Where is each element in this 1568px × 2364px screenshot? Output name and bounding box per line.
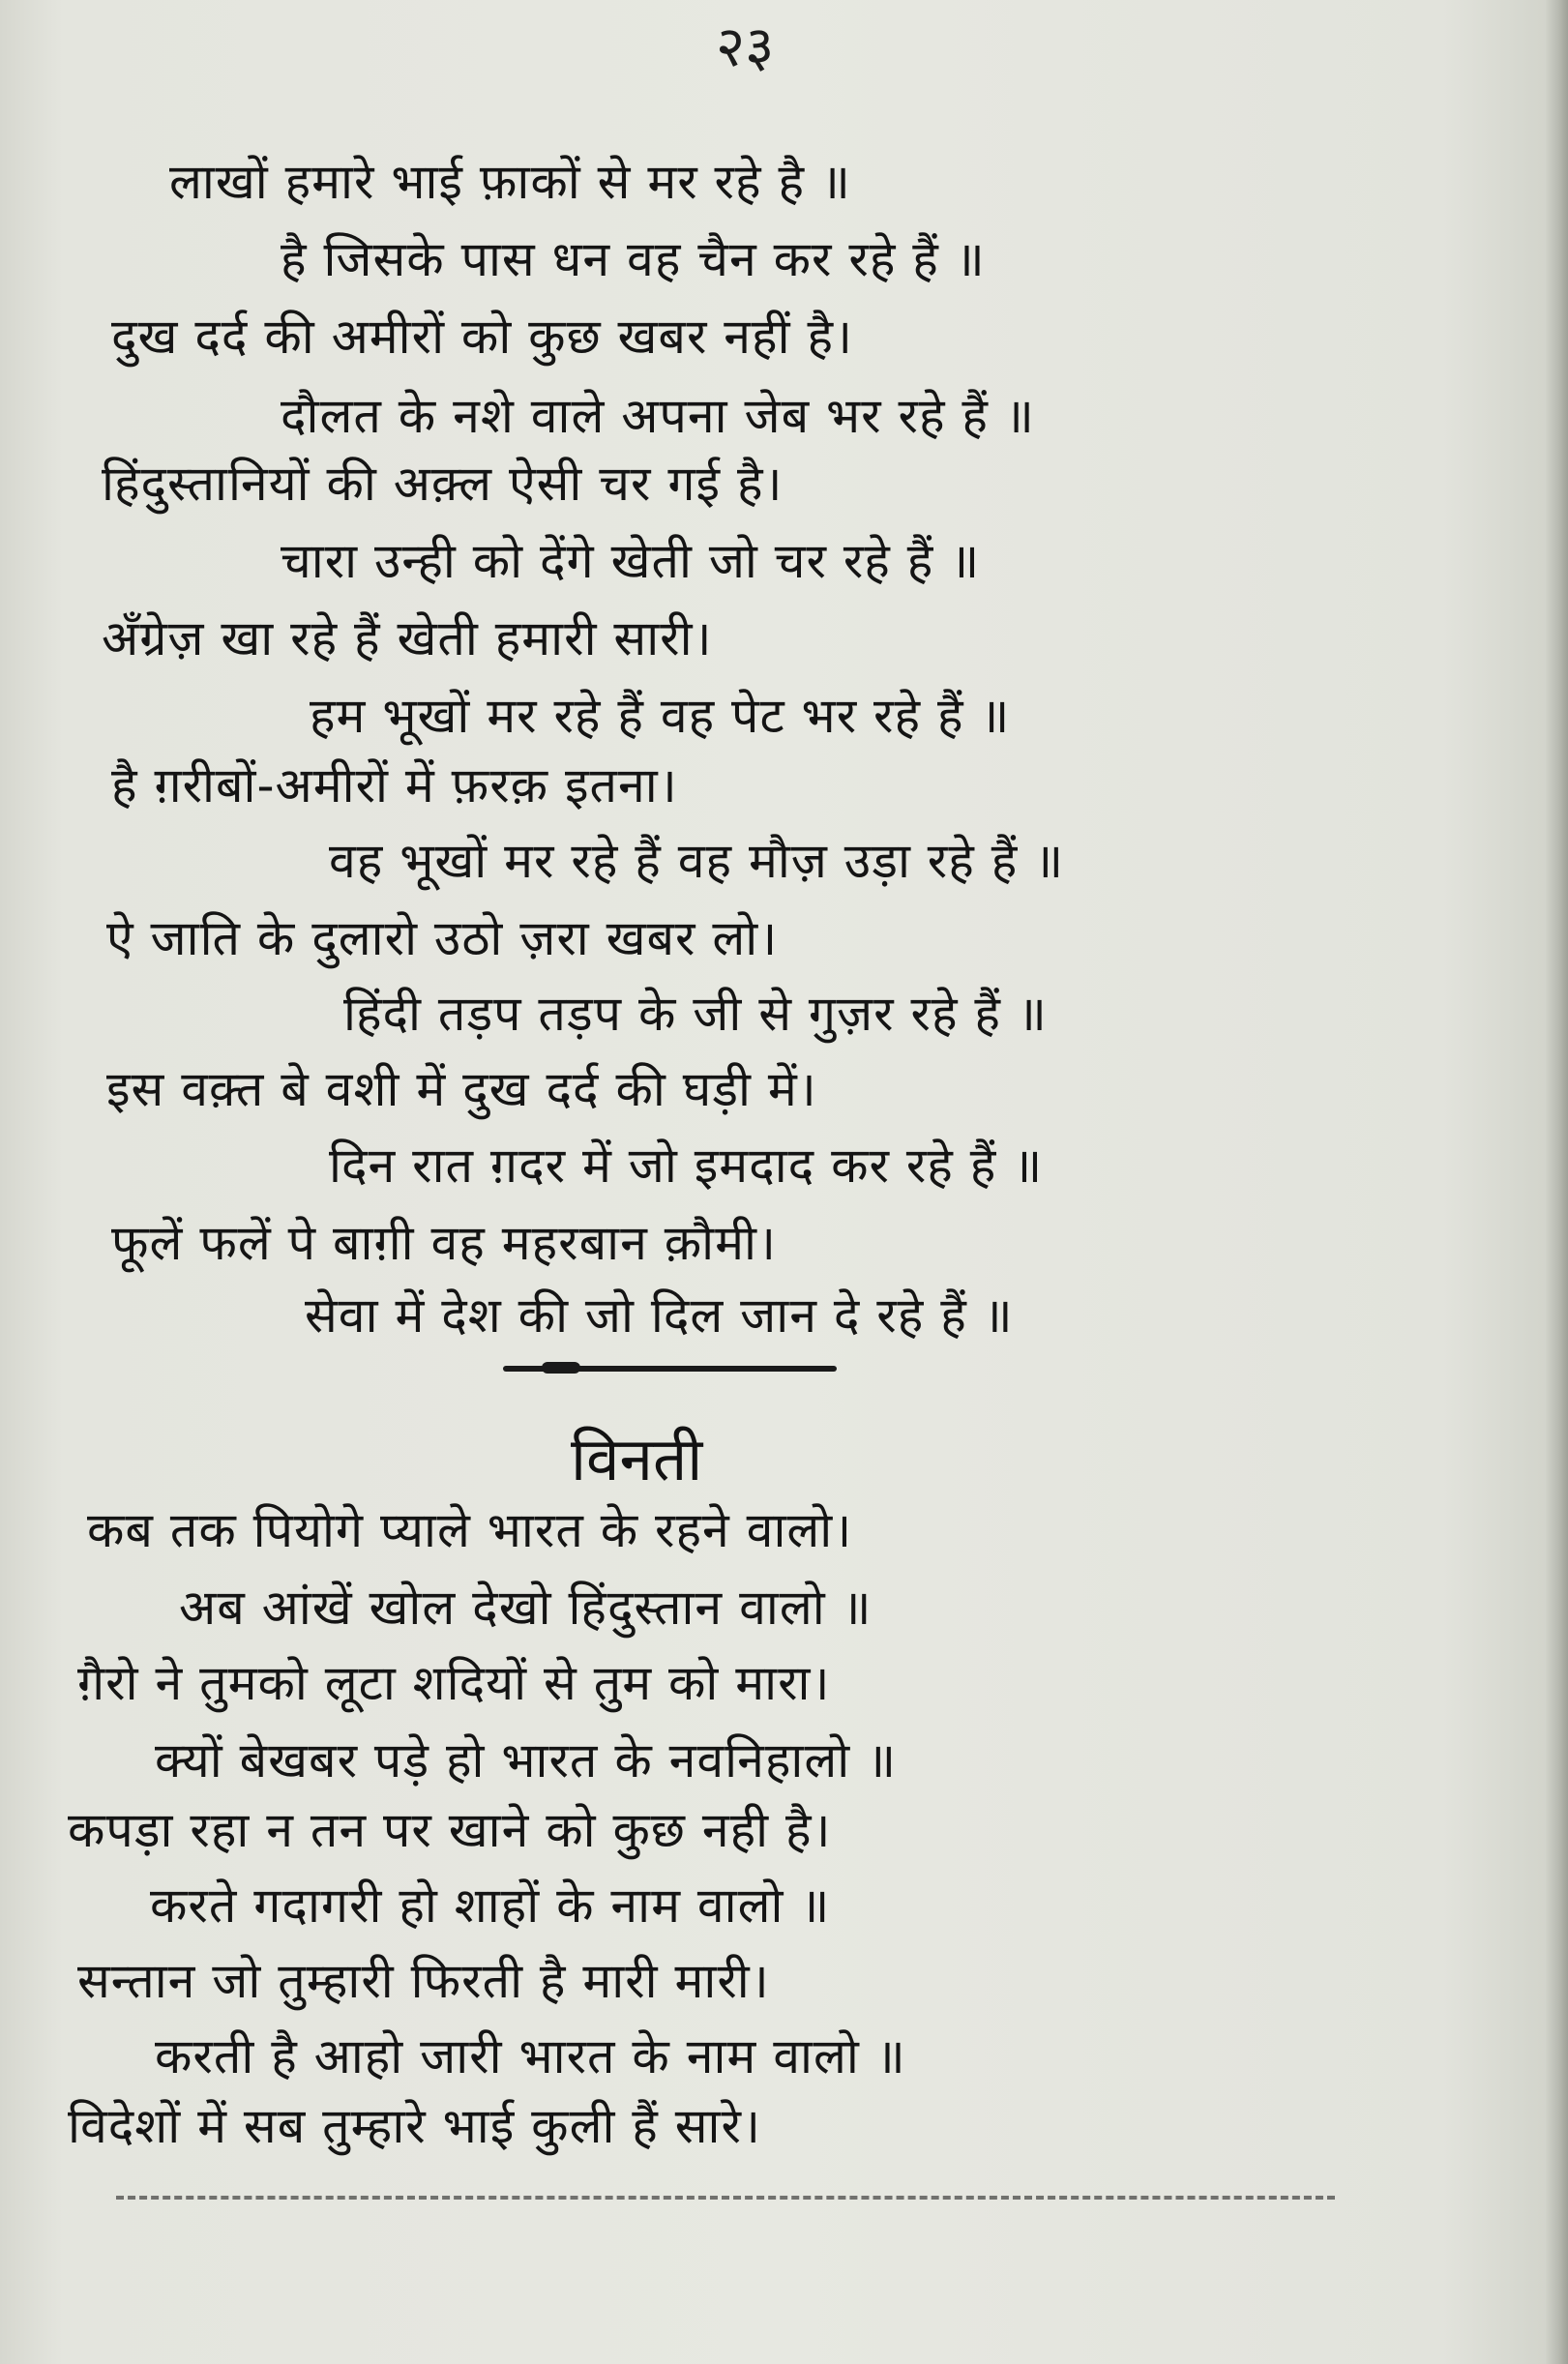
bottom-divider [116, 2196, 1335, 2200]
poem-line: हम भूखों मर रहे हैं वह पेट भर रहे हैं ॥ [310, 688, 1011, 744]
vinati-line: कब तक पियोगे प्याले भारत के रहने वालो। [87, 1502, 853, 1558]
poem-line: चारा उन्ही को देंगे खेती जो चर रहे हैं ॥ [281, 533, 981, 589]
poem-line: इस वक़्त बे वशी में दुख दर्द की घड़ी में। [106, 1061, 817, 1117]
poem-line: हिंदुस्तानियों की अक़्ल ऐसी चर गई है। [102, 456, 784, 512]
poem-line: दौलत के नशे वाले अपना जेब भर रहे हैं ॥ [281, 388, 1035, 444]
poem-line: हिंदी तड़प तड़प के जी से गुज़र रहे हैं ॥ [343, 986, 1048, 1042]
vinati-line: सन्तान जो तुम्हारी फिरती है मारी मारी। [77, 1953, 770, 2009]
vinati-line: ग़ैरो ने तुमको लूटा शदियों से तुम को मारा। [77, 1655, 831, 1711]
section-divider [503, 1366, 837, 1372]
poem-line: फूलें फलें पे बाग़ी वह महरबान क़ौमी। [111, 1215, 777, 1271]
poem-line: है ग़रीबों-अमीरों में फ़रक़ इतना। [111, 757, 678, 813]
section-title: विनती [571, 1424, 703, 1494]
vinati-line: विदेशों में सब तुम्हारे भाई कुली हैं सारे। [68, 2098, 761, 2154]
poem-line: अँग्रेज़ खा रहे हैं खेती हमारी सारी। [102, 610, 713, 666]
vinati-line: कपड़ा रहा न तन पर खाने को कुछ नही है। [68, 1802, 832, 1858]
page-number: २३ [716, 14, 775, 79]
poem-line: ऐ जाति के दुलारो उठो ज़रा खबर लो। [106, 910, 779, 966]
poem-line: दिन रात ग़दर में जो इमदाद कर रहे हैं ॥ [329, 1138, 1044, 1194]
poem-line: है जिसके पास धन वह चैन कर रहे हैं ॥ [281, 231, 986, 287]
poem-line: लाखों हमारे भाई फ़ाकों से मर रहे है ॥ [169, 154, 851, 210]
vinati-line: करती है आहो जारी भारत के नाम वालो ॥ [155, 2028, 906, 2084]
vinati-line: क्यों बेखबर पड़े हो भारत के नवनिहालो ॥ [155, 1732, 898, 1788]
vinati-line: करते गदागरी हो शाहों के नाम वालो ॥ [150, 1877, 831, 1934]
book-spine-edge [1545, 0, 1568, 2364]
vinati-line: अब आंखें खोल देखो हिंदुस्तान वालो ॥ [179, 1580, 873, 1636]
poem-line: वह भूखों मर रहे हैं वह मौज़ उड़ा रहे हैं ॥ [329, 833, 1065, 889]
poem-line: सेवा में देश की जो दिल जान दे रहे हैं ॥ [305, 1287, 1014, 1344]
poem-line: दुख दर्द की अमीरों को कुछ खबर नहीं है। [111, 309, 853, 365]
